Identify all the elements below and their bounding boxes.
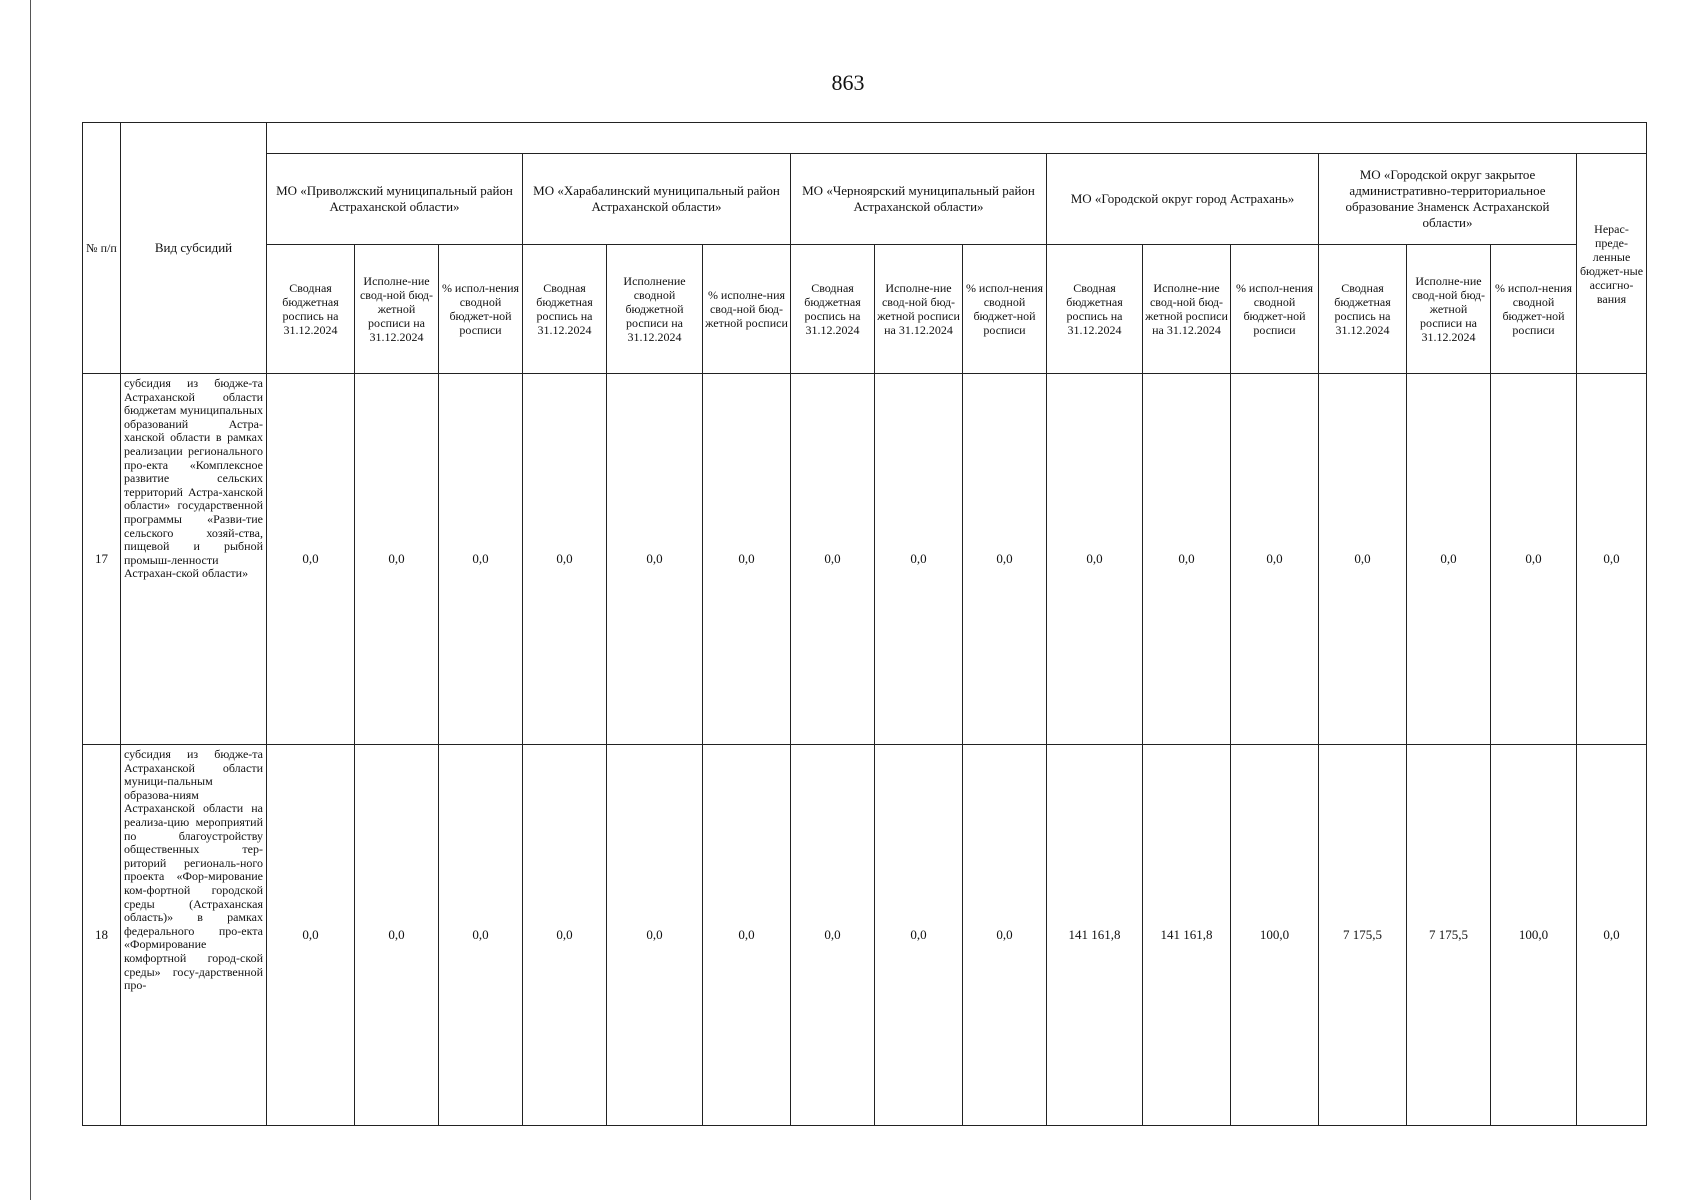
subheader-execution-percent: % испол-нения сводной бюджет-ной росписи (1231, 245, 1319, 374)
cell-value: 0,0 (963, 374, 1047, 745)
subheader-budget-plan: Сводная бюджетная роспись на 31.12.2024 (523, 245, 607, 374)
cell-value: 0,0 (355, 745, 439, 1126)
cell-value: 0,0 (1491, 374, 1577, 745)
cell-value: 0,0 (267, 745, 355, 1126)
cell-value: 7 175,5 (1319, 745, 1407, 1126)
cell-value: 0,0 (1319, 374, 1407, 745)
column-header-unallocated: Нерас-преде-ленные бюджет-ные ассигно-вания (1577, 154, 1647, 374)
cell-value: 0,0 (1407, 374, 1491, 745)
subheader-budget-plan: Сводная бюджетная роспись на 31.12.2024 (267, 245, 355, 374)
table-row (83, 374, 1647, 745)
group-header-znamensk: МО «Городской округ закрытое административно-территориальное образование Знаменск Астраханской области» (1319, 154, 1577, 245)
subheader-budget-plan: Сводная бюджетная роспись на 31.12.2024 (791, 245, 875, 374)
page-margin-line (30, 0, 31, 1200)
subsidy-table (82, 122, 1647, 1126)
cell-value: 0,0 (1047, 374, 1143, 745)
subheader-execution-percent: % исполне-ния свод-ной бюд-жетной росписи (703, 245, 791, 374)
cell-value: 0,0 (523, 374, 607, 745)
subheader-budget-plan: Сводная бюджетная роспись на 31.12.2024 (1047, 245, 1143, 374)
subheader-execution: Исполне-ние свод-ной бюд-жетной росписи на 31.12.2024 (355, 245, 439, 374)
group-header-privolzhsky: МО «Приволжский муниципальный район Астраханской области» (267, 154, 523, 245)
subheader-execution: Исполне-ние свод-ной бюд-жетной росписи на 31.12.2024 (1407, 245, 1491, 374)
cell-value: 0,0 (607, 374, 703, 745)
cell-value: 0,0 (875, 374, 963, 745)
cell-value: 100,0 (1231, 745, 1319, 1126)
cell-value: 0,0 (267, 374, 355, 745)
cell-value: 0,0 (355, 374, 439, 745)
page-number: 863 (831, 70, 865, 95)
cell-value: 0,0 (1577, 374, 1647, 745)
cell-value: 0,0 (791, 745, 875, 1126)
subheader-execution-percent: % испол-нения сводной бюджет-ной росписи (963, 245, 1047, 374)
subsidy-description: субсидия из бюдже-та Астраханской области муници-пальным образова-ниям Астраханской области на реализа-цию мероприятий по благоустройству общественных тер-риторий региональ-ного проекта «Фор-мирование ком-фортной городской среды (Астраханская область)» в рамках федерального про-екта «Формирование комфортной город-ской среды» госу-дарственной про- (121, 745, 267, 1126)
subheader-execution-percent: % испол-нения сводной бюджет-ной росписи (439, 245, 523, 374)
table-row (83, 745, 1647, 1126)
group-header-chernoyarsky: МО «Черноярский муниципальный район Астраханской области» (791, 154, 1047, 245)
cell-value: 0,0 (1577, 745, 1647, 1126)
subsidy-description: субсидия из бюдже-та Астраханской области бюджетам муниципальных образований Астра-ханской области в рамках реализации регионального про-екта «Комплексное развитие сельских территорий Астра-ханской области» государственной программы «Разви-тие сельского хозяй-ства, пищевой и рыбной промыш-ленности Астрахан-ской области» (121, 374, 267, 745)
cell-value: 0,0 (439, 745, 523, 1126)
cell-value: 7 175,5 (1407, 745, 1491, 1126)
cell-value: 0,0 (607, 745, 703, 1126)
cell-value: 0,0 (1231, 374, 1319, 745)
header-row-subcolumns (83, 245, 1647, 374)
subheader-execution-percent: % испол-нения сводной бюджет-ной росписи (1491, 245, 1577, 374)
header-row-top (83, 123, 1647, 154)
subheader-execution: Исполне-ние свод-ной бюд-жетной росписи на 31.12.2024 (875, 245, 963, 374)
cell-value: 0,0 (791, 374, 875, 745)
cell-value: 0,0 (875, 745, 963, 1126)
cell-value: 0,0 (703, 745, 791, 1126)
cell-value: 0,0 (523, 745, 607, 1126)
cell-value: 0,0 (1143, 374, 1231, 745)
row-number: 18 (83, 745, 121, 1126)
cell-value: 100,0 (1491, 745, 1577, 1126)
row-number: 17 (83, 374, 121, 745)
column-header-subsidy-type: Вид субсидий (121, 123, 267, 374)
cell-value: 0,0 (439, 374, 523, 745)
subheader-execution: Исполнение сводной бюджетной росписи на 31.12.2024 (607, 245, 703, 374)
group-header-kharabalinsky: МО «Харабалинский муниципальный район Астраханской области» (523, 154, 791, 245)
cell-value: 141 161,8 (1047, 745, 1143, 1126)
cell-value: 141 161,8 (1143, 745, 1231, 1126)
group-header-astrakhan-city: МО «Городской округ город Астрахань» (1047, 154, 1319, 245)
cell-value: 0,0 (703, 374, 791, 745)
header-blank-band (267, 123, 1647, 154)
header-row-groups (83, 154, 1647, 245)
subheader-budget-plan: Сводная бюджетная роспись на 31.12.2024 (1319, 245, 1407, 374)
column-header-number: № п/п (83, 123, 121, 374)
cell-value: 0,0 (963, 745, 1047, 1126)
subheader-execution: Исполне-ние свод-ной бюд-жетной росписи на 31.12.2024 (1143, 245, 1231, 374)
